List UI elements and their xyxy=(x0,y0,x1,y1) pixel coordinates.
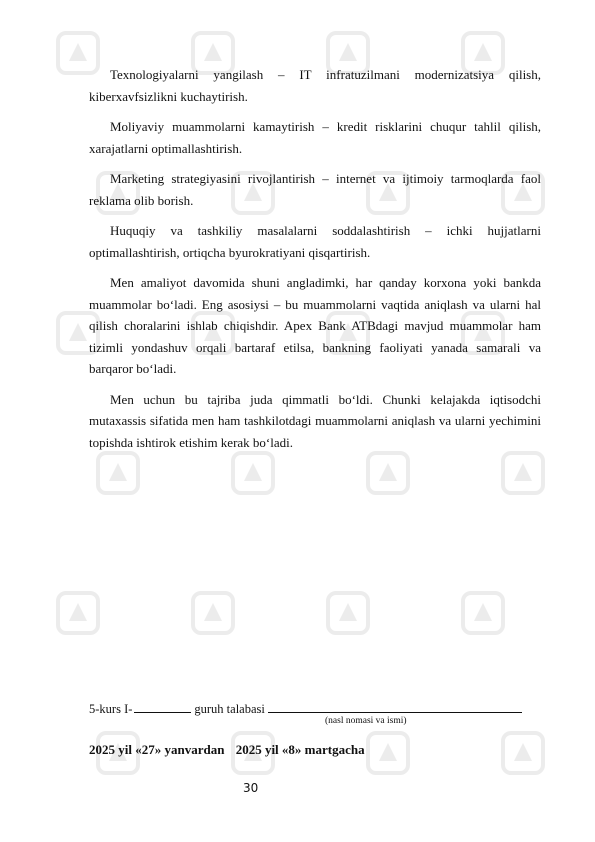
date-to: 2025 yil «8» martgacha xyxy=(235,742,365,757)
body-text xyxy=(89,64,541,462)
logo-watermark-icon xyxy=(190,590,236,636)
logo-watermark-icon xyxy=(55,590,101,636)
logo-watermark-icon xyxy=(500,730,546,776)
group-blank xyxy=(134,700,191,713)
logo-watermark-icon xyxy=(460,590,506,636)
paragraph: Huquqiy va tashkiliy masalalarni soddalashtirish – ichki hujjatlarni optimallashtirish, ortiqcha byurokratiyani qisqartirish. xyxy=(89,223,541,260)
name-blank xyxy=(268,700,522,713)
paragraph: Texnologiyalarni yangilash – IT infratuzilmani modernizatsiya qilish, kiberxavfsizlikni kuchaytirish. xyxy=(89,67,541,104)
page-number: 30 xyxy=(243,781,259,795)
logo-watermark-icon xyxy=(365,730,411,776)
paragraph: Men amaliyot davomida shuni angladimki, har qanday korxona yoki bankda muammolar bo‘ladi. Eng asosiysi – bu muammolarni vaqtida aniqlash va ularni hal qilish choralarini ishlab chiqishdir. Apex Bank ATBdagi mavjud muammolar ham tizimli yondashuv orqali bartaraf etilsa, bankning faoliyati yanada samarali va barqaror bo‘ladi. xyxy=(89,275,541,376)
paragraph: Men uchun bu tajriba juda qimmatli bo‘ldi. Chunki kelajakda iqtisodchi mutaxassis sifatida men ham tashkilotdagi muammolarni aniqlash va ularni yechimini topishda ishtirok etishim kerak bo‘ladi. xyxy=(89,391,541,450)
name-caption: (nasl nomasi va ismi) xyxy=(325,716,407,726)
group-label: guruh talabasi xyxy=(194,702,265,716)
date-from: 2025 yil «27» yanvardan xyxy=(89,742,225,757)
course-prefix: 5-kurs I- xyxy=(89,702,133,716)
logo-watermark-icon xyxy=(325,590,371,636)
student-info-line xyxy=(89,700,529,717)
date-range xyxy=(89,742,365,758)
paragraph: Moliyaviy muammolarni kamaytirish – kredit risklarini chuqur tahlil qilish, xarajatlarni optimallashtirish. xyxy=(89,119,541,156)
paragraph: Marketing strategiyasini rivojlantirish – internet va ijtimoiy tarmoqlarda faol reklama olib borish. xyxy=(89,171,541,208)
